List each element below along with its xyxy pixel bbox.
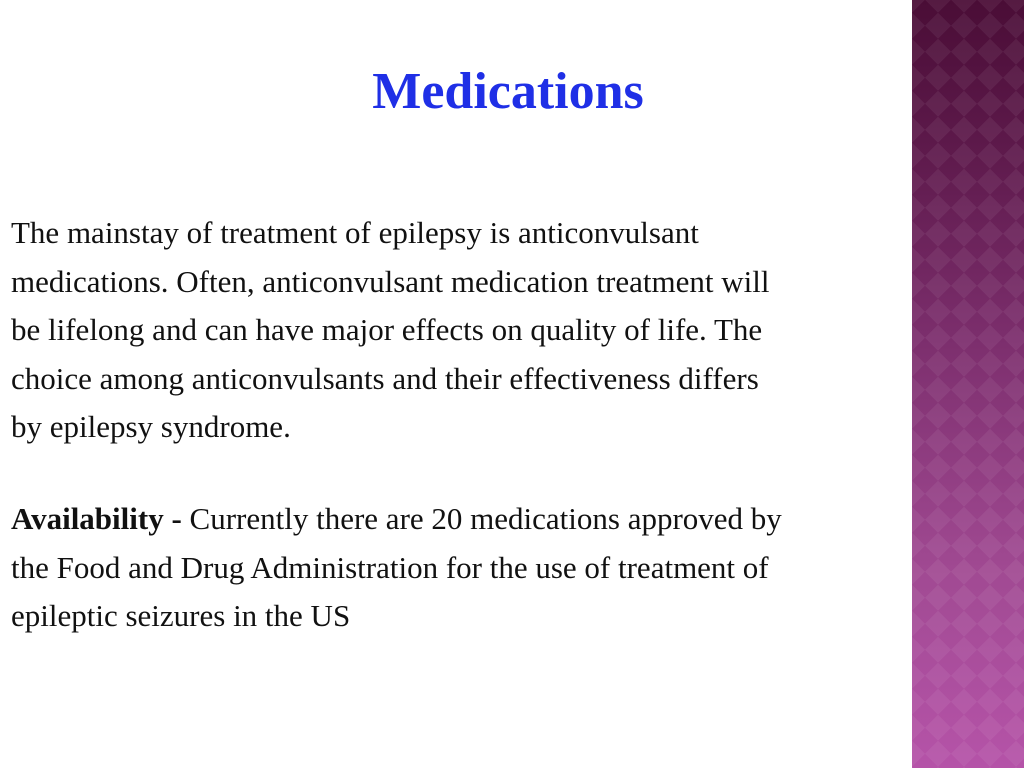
availability-label: Availability - [11, 501, 182, 536]
availability-text: Currently there are 20 medications approved by the Food and Drug Administration for the use of treatment of epileptic seizures in the US [11, 501, 782, 633]
paragraph-availability [11, 495, 1011, 641]
slide-title: Medications [372, 63, 644, 120]
paragraph-treatment: The mainstay of treatment of epilepsy is anticonvulsant medications. Often, anticonvulsant medication treatment will be lifelong and can have major effects on quality of life. The choice among anticonvulsants and their effectiveness differs by epilepsy syndrome. [11, 215, 770, 444]
